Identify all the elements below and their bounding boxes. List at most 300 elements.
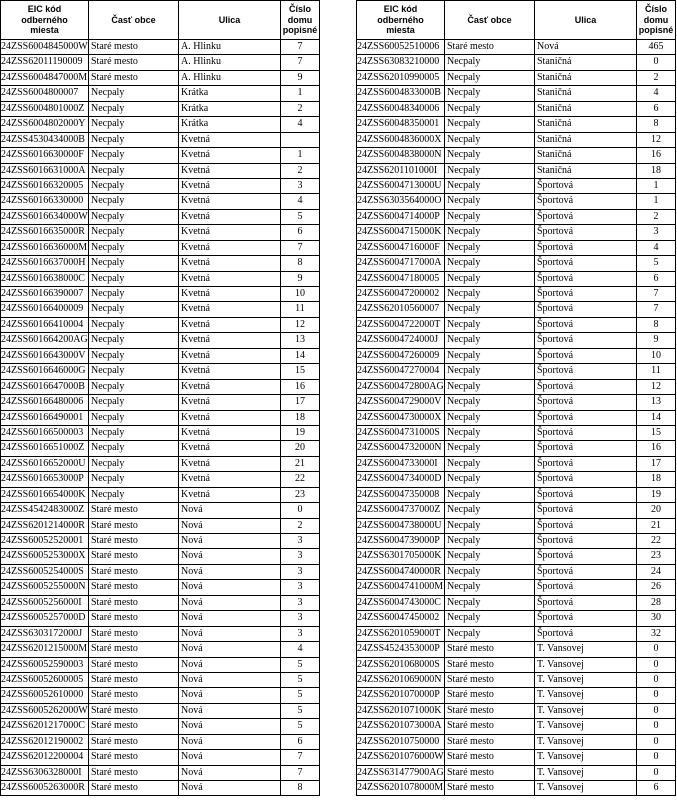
cell-house-number: 19 (637, 488, 676, 503)
cell-part: Necpaly (89, 256, 179, 271)
cell-house-number: 8 (281, 781, 320, 796)
cell-part: Necpaly (445, 102, 535, 117)
cell-part: Necpaly (89, 194, 179, 209)
cell-house-number: 4 (637, 241, 676, 256)
cell-house-number: 4 (281, 642, 320, 657)
cell-eic: 24ZSS6004717000A (357, 256, 445, 271)
cell-eic: 24ZSS60166490001 (1, 411, 89, 426)
cell-part: Staré mesto (89, 71, 179, 86)
cell-part: Necpaly (445, 318, 535, 333)
cell-street: Nová (179, 719, 281, 734)
cell-part: Necpaly (445, 272, 535, 287)
cell-street: Športová (535, 503, 637, 518)
cell-eic: 24ZSS4524353000P (357, 642, 445, 657)
cell-house-number: 22 (281, 472, 320, 487)
cell-part: Staré mesto (89, 627, 179, 642)
cell-house-number: 3 (281, 179, 320, 194)
cell-street: Krátka (179, 86, 281, 101)
cell-part: Necpaly (89, 164, 179, 179)
cell-part: Necpaly (445, 86, 535, 101)
cell-eic: 24ZSS6004802000Y (1, 117, 89, 132)
cell-house-number: 5 (281, 719, 320, 734)
cell-street: Športová (535, 596, 637, 611)
cell-street: Športová (535, 627, 637, 642)
cell-house-number: 3 (281, 549, 320, 564)
cell-house-number: 26 (637, 580, 676, 595)
cell-part: Staré mesto (445, 642, 535, 657)
cell-part: Necpaly (89, 488, 179, 503)
cell-part: Necpaly (89, 441, 179, 456)
cell-house-number: 6 (281, 735, 320, 750)
header-eic: EIC kód odberného miesta (357, 1, 445, 40)
cell-street: Športová (535, 349, 637, 364)
cell-eic: 24ZSS6004732000N (357, 441, 445, 456)
cell-eic: 24ZSS6016643000V (1, 349, 89, 364)
cell-street: Kvetná (179, 133, 281, 148)
cell-house-number: 13 (637, 395, 676, 410)
cell-street: Nová (179, 534, 281, 549)
cell-house-number: 5 (281, 688, 320, 703)
cell-part: Necpaly (89, 272, 179, 287)
cell-house-number: 1 (281, 86, 320, 101)
cell-eic: 24ZSS6004716000F (357, 241, 445, 256)
cell-part: Necpaly (445, 333, 535, 348)
cell-street: Nová (179, 688, 281, 703)
cell-eic: 24ZSS4542483000Z (1, 503, 89, 518)
cell-eic: 24ZSS6004730000X (357, 411, 445, 426)
cell-part: Necpaly (89, 102, 179, 117)
cell-house-number: 0 (637, 658, 676, 673)
cell-part: Necpaly (445, 395, 535, 410)
cell-street: Športová (535, 395, 637, 410)
cell-eic: 24ZSS60166320005 (1, 179, 89, 194)
cell-street: Kvetná (179, 241, 281, 256)
cell-part: Necpaly (445, 71, 535, 86)
cell-eic: 24ZSS6016636000M (1, 241, 89, 256)
cell-eic: 24ZSS6004739000P (357, 534, 445, 549)
cell-street: Športová (535, 241, 637, 256)
cell-eic: 24ZSS62012200004 (1, 750, 89, 765)
cell-street: Nová (179, 611, 281, 626)
cell-part: Staré mesto (445, 719, 535, 734)
cell-house-number: 5 (281, 704, 320, 719)
cell-part: Necpaly (89, 472, 179, 487)
cell-house-number: 2 (281, 164, 320, 179)
cell-eic: 24ZSS60166500003 (1, 426, 89, 441)
cell-street: Športová (535, 534, 637, 549)
cell-house-number: 22 (637, 534, 676, 549)
cell-eic: 24ZSS601664200AG (1, 333, 89, 348)
cell-house-number: 0 (637, 673, 676, 688)
cell-eic: 24ZSS6004743000C (357, 596, 445, 611)
cell-street: Kvetná (179, 179, 281, 194)
cell-eic: 24ZSS60166390007 (1, 287, 89, 302)
cell-eic: 24ZSS6201217000C (1, 719, 89, 734)
cell-part: Staré mesto (89, 735, 179, 750)
cell-street: Kvetná (179, 441, 281, 456)
cell-house-number: 3 (281, 627, 320, 642)
cell-house-number: 1 (637, 179, 676, 194)
cell-house-number: 3 (281, 565, 320, 580)
cell-eic: 24ZSS6016638000C (1, 272, 89, 287)
cell-house-number: 17 (637, 457, 676, 472)
cell-eic: 24ZSS6004731000S (357, 426, 445, 441)
cell-street: Športová (535, 333, 637, 348)
cell-street: T. Vansovej (535, 735, 637, 750)
cell-street: T. Vansovej (535, 642, 637, 657)
cell-eic: 24ZSS6004737000Z (357, 503, 445, 518)
cell-part: Necpaly (445, 457, 535, 472)
cell-house-number: 0 (637, 719, 676, 734)
cell-eic: 24ZSS6004845000W (1, 40, 89, 55)
cell-street: Športová (535, 472, 637, 487)
cell-street: Kvetná (179, 333, 281, 348)
cell-part: Staré mesto (89, 565, 179, 580)
cell-eic: 24ZSS60048340006 (357, 102, 445, 117)
cell-eic: 24ZSS60047200002 (357, 287, 445, 302)
cell-house-number: 6 (637, 781, 676, 796)
cell-street: Kvetná (179, 272, 281, 287)
cell-eic: 24ZSS62010990005 (357, 71, 445, 86)
cell-house-number: 9 (281, 272, 320, 287)
cell-street: Športová (535, 318, 637, 333)
cell-eic: 24ZSS60052600005 (1, 673, 89, 688)
cell-street: Športová (535, 549, 637, 564)
cell-part: Necpaly (89, 241, 179, 256)
cell-street: A. Hlinku (179, 71, 281, 86)
cell-house-number: 7 (281, 55, 320, 70)
cell-part: Necpaly (445, 55, 535, 70)
cell-street: Krátka (179, 117, 281, 132)
cell-eic: 24ZSS6005255000N (1, 580, 89, 595)
header-street: Ulica (179, 1, 281, 40)
cell-eic: 24ZSS4530434000B (1, 133, 89, 148)
cell-house-number: 9 (281, 71, 320, 86)
cell-house-number: 7 (637, 287, 676, 302)
cell-part: Necpaly (89, 395, 179, 410)
cell-street: Nová (179, 596, 281, 611)
cell-street: Športová (535, 565, 637, 580)
cell-eic: 24ZSS6201069000N (357, 673, 445, 688)
cell-house-number: 21 (637, 519, 676, 534)
cell-house-number: 465 (637, 40, 676, 55)
cell-part: Staré mesto (89, 519, 179, 534)
cell-eic: 24ZSS63083210000 (357, 55, 445, 70)
cell-house-number: 16 (637, 441, 676, 456)
cell-street: Športová (535, 380, 637, 395)
cell-eic: 24ZSS60166480006 (1, 395, 89, 410)
header-eic: EIC kód odberného miesta (1, 1, 89, 40)
cell-part: Staré mesto (445, 766, 535, 781)
cell-eic: 24ZSS6005263000R (1, 781, 89, 796)
cell-part: Staré mesto (445, 735, 535, 750)
cell-street: Športová (535, 256, 637, 271)
cell-eic: 24ZSS6004800007 (1, 86, 89, 101)
cell-house-number: 12 (281, 318, 320, 333)
cell-house-number: 4 (281, 194, 320, 209)
header-part: Časť obce (445, 1, 535, 40)
cell-part: Necpaly (445, 472, 535, 487)
cell-eic: 24ZSS60166330000 (1, 194, 89, 209)
cell-eic: 24ZSS6016630000F (1, 148, 89, 163)
cell-part: Necpaly (445, 488, 535, 503)
cell-part: Staré mesto (89, 658, 179, 673)
cell-part: Necpaly (445, 148, 535, 163)
cell-eic: 24ZSS6303172000J (1, 627, 89, 642)
cell-part: Necpaly (89, 179, 179, 194)
cell-part: Staré mesto (89, 503, 179, 518)
cell-house-number: 1 (281, 148, 320, 163)
cell-house-number: 18 (637, 164, 676, 179)
cell-part: Necpaly (445, 164, 535, 179)
cell-eic: 24ZSS6016631000A (1, 164, 89, 179)
cell-eic: 24ZSS6201068000S (357, 658, 445, 673)
cell-eic: 24ZSS6016635000R (1, 225, 89, 240)
cell-street: Nová (179, 565, 281, 580)
cell-house-number: 15 (637, 426, 676, 441)
cell-eic: 24ZSS6301705000K (357, 549, 445, 564)
cell-street: Nová (179, 658, 281, 673)
cell-eic: 24ZSS60166400009 (1, 302, 89, 317)
cell-eic: 24ZSS6004833000B (357, 86, 445, 101)
cell-part: Necpaly (445, 256, 535, 271)
cell-house-number: 2 (281, 102, 320, 117)
cell-part: Staré mesto (89, 719, 179, 734)
cell-street: Staničná (535, 55, 637, 70)
cell-house-number: 28 (637, 596, 676, 611)
cell-eic: 24ZSS6016654000K (1, 488, 89, 503)
cell-part: Staré mesto (89, 40, 179, 55)
cell-street: Športová (535, 287, 637, 302)
cell-eic: 24ZSS6004740000R (357, 565, 445, 580)
cell-house-number: 8 (281, 256, 320, 271)
header-part: Časť obce (89, 1, 179, 40)
cell-part: Necpaly (89, 86, 179, 101)
cell-part: Staré mesto (445, 750, 535, 765)
cell-house-number: 23 (281, 488, 320, 503)
cell-eic: 24ZSS600472800AG (357, 380, 445, 395)
cell-street: Nová (179, 627, 281, 642)
cell-part: Necpaly (445, 241, 535, 256)
cell-house-number: 12 (637, 133, 676, 148)
cell-part: Necpaly (89, 364, 179, 379)
cell-street: Nová (535, 40, 637, 55)
cell-street: Kvetná (179, 380, 281, 395)
cell-house-number: 6 (637, 272, 676, 287)
cell-eic: 24ZSS62012190002 (1, 735, 89, 750)
cell-part: Necpaly (445, 426, 535, 441)
header-street: Ulica (535, 1, 637, 40)
cell-part: Staré mesto (445, 704, 535, 719)
cell-house-number: 10 (637, 349, 676, 364)
cell-part: Necpaly (89, 210, 179, 225)
cell-eic: 24ZSS6201073000A (357, 719, 445, 734)
cell-part: Necpaly (89, 349, 179, 364)
cell-street: Športová (535, 179, 637, 194)
cell-street: T. Vansovej (535, 658, 637, 673)
cell-street: Športová (535, 426, 637, 441)
cell-part: Staré mesto (89, 55, 179, 70)
cell-eic: 24ZSS631477900AG (357, 766, 445, 781)
cell-eic: 24ZSS6004734000D (357, 472, 445, 487)
cell-part: Staré mesto (445, 658, 535, 673)
cell-house-number: 15 (281, 364, 320, 379)
cell-street: Krátka (179, 102, 281, 117)
cell-street: T. Vansovej (535, 766, 637, 781)
cell-street: T. Vansovej (535, 750, 637, 765)
cell-eic: 24ZSS6016652000U (1, 457, 89, 472)
cell-street: Kvetná (179, 364, 281, 379)
cell-eic: 24ZSS60052610000 (1, 688, 89, 703)
cell-house-number: 8 (637, 318, 676, 333)
cell-house-number: 7 (281, 766, 320, 781)
cell-eic: 24ZSS6005257000D (1, 611, 89, 626)
cell-part: Necpaly (89, 117, 179, 132)
cell-part: Necpaly (89, 133, 179, 148)
cell-house-number: 2 (281, 519, 320, 534)
cell-street: Kvetná (179, 256, 281, 271)
cell-part: Staré mesto (445, 673, 535, 688)
cell-street: Staničná (535, 71, 637, 86)
cell-house-number (281, 133, 320, 148)
cell-house-number: 0 (637, 735, 676, 750)
cell-eic: 24ZSS60047180005 (357, 272, 445, 287)
cell-eic: 24ZSS6016653000P (1, 472, 89, 487)
cell-part: Necpaly (445, 627, 535, 642)
cell-house-number: 20 (637, 503, 676, 518)
cell-street: Staničná (535, 133, 637, 148)
cell-house-number: 20 (281, 441, 320, 456)
cell-part: Necpaly (445, 441, 535, 456)
cell-part: Staré mesto (89, 704, 179, 719)
cell-part: Necpaly (89, 225, 179, 240)
cell-house-number: 5 (281, 658, 320, 673)
cell-part: Staré mesto (89, 673, 179, 688)
cell-house-number: 14 (637, 411, 676, 426)
cell-eic: 24ZSS6005262000W (1, 704, 89, 719)
cell-part: Necpaly (445, 611, 535, 626)
cell-house-number: 7 (281, 750, 320, 765)
cell-street: Športová (535, 519, 637, 534)
cell-street: Nová (179, 735, 281, 750)
cell-house-number: 18 (281, 411, 320, 426)
cell-part: Necpaly (445, 349, 535, 364)
cell-street: Športová (535, 488, 637, 503)
cell-eic: 24ZSS60047350008 (357, 488, 445, 503)
cell-street: Športová (535, 194, 637, 209)
cell-street: T. Vansovej (535, 719, 637, 734)
cell-part: Necpaly (89, 411, 179, 426)
cell-eic: 24ZSS6303564000O (357, 194, 445, 209)
cell-house-number: 21 (281, 457, 320, 472)
cell-part: Necpaly (445, 596, 535, 611)
cell-house-number: 5 (281, 210, 320, 225)
cell-eic: 24ZSS6004847000M (1, 71, 89, 86)
cell-eic: 24ZSS6004801000Z (1, 102, 89, 117)
cell-house-number: 0 (637, 55, 676, 70)
cell-eic: 24ZSS6004733000I (357, 457, 445, 472)
cell-house-number: 3 (637, 225, 676, 240)
cell-eic: 24ZSS6201078000M (357, 781, 445, 796)
cell-street: Nová (179, 750, 281, 765)
cell-part: Necpaly (89, 148, 179, 163)
cell-part: Necpaly (89, 380, 179, 395)
cell-part: Staré mesto (89, 688, 179, 703)
cell-house-number: 3 (281, 596, 320, 611)
cell-part: Necpaly (445, 503, 535, 518)
cell-house-number: 3 (281, 611, 320, 626)
cell-eic: 24ZSS60048350001 (357, 117, 445, 132)
cell-eic: 24ZSS6201059000T (357, 627, 445, 642)
cell-eic: 24ZSS62011190009 (1, 55, 89, 70)
cell-street: Nová (179, 704, 281, 719)
cell-eic: 24ZSS6004724000J (357, 333, 445, 348)
cell-house-number: 14 (281, 349, 320, 364)
cell-part: Necpaly (445, 519, 535, 534)
eic-table-right (356, 0, 676, 796)
cell-house-number: 13 (281, 333, 320, 348)
cell-part: Necpaly (445, 287, 535, 302)
cell-part: Necpaly (445, 549, 535, 564)
cell-house-number: 16 (281, 380, 320, 395)
cell-house-number: 5 (281, 673, 320, 688)
cell-eic: 24ZSS60047450002 (357, 611, 445, 626)
cell-house-number: 4 (637, 86, 676, 101)
cell-part: Necpaly (445, 194, 535, 209)
cell-eic: 24ZSS6201070000P (357, 688, 445, 703)
cell-street: Kvetná (179, 210, 281, 225)
cell-house-number: 30 (637, 611, 676, 626)
cell-house-number: 3 (281, 534, 320, 549)
cell-street: Staničná (535, 102, 637, 117)
cell-street: Športová (535, 611, 637, 626)
cell-street: Kvetná (179, 164, 281, 179)
cell-part: Staré mesto (89, 781, 179, 796)
cell-street: Kvetná (179, 411, 281, 426)
cell-street: Nová (179, 642, 281, 657)
cell-part: Necpaly (445, 380, 535, 395)
cell-part: Staré mesto (89, 549, 179, 564)
cell-street: A. Hlinku (179, 55, 281, 70)
cell-part: Necpaly (445, 302, 535, 317)
cell-street: Nová (179, 503, 281, 518)
cell-street: Športová (535, 225, 637, 240)
cell-street: Kvetná (179, 194, 281, 209)
cell-eic: 24ZSS6004715000K (357, 225, 445, 240)
cell-part: Staré mesto (89, 766, 179, 781)
cell-house-number: 7 (637, 302, 676, 317)
cell-eic: 24ZSS60052520001 (1, 534, 89, 549)
cell-eic: 24ZSS60047270004 (357, 364, 445, 379)
cell-house-number: 8 (637, 117, 676, 132)
cell-eic: 24ZSS6016634000W (1, 210, 89, 225)
cell-part: Staré mesto (89, 534, 179, 549)
cell-house-number: 11 (281, 302, 320, 317)
cell-street: Kvetná (179, 349, 281, 364)
cell-street: Nová (179, 766, 281, 781)
cell-house-number: 18 (637, 472, 676, 487)
cell-part: Staré mesto (89, 642, 179, 657)
cell-part: Necpaly (445, 364, 535, 379)
cell-street: Športová (535, 302, 637, 317)
cell-street: Športová (535, 210, 637, 225)
cell-eic: 24ZSS6201214000R (1, 519, 89, 534)
cell-street: Kvetná (179, 148, 281, 163)
cell-house-number: 0 (637, 750, 676, 765)
cell-street: Kvetná (179, 302, 281, 317)
cell-part: Staré mesto (89, 750, 179, 765)
cell-eic: 24ZSS6004741000M (357, 580, 445, 595)
